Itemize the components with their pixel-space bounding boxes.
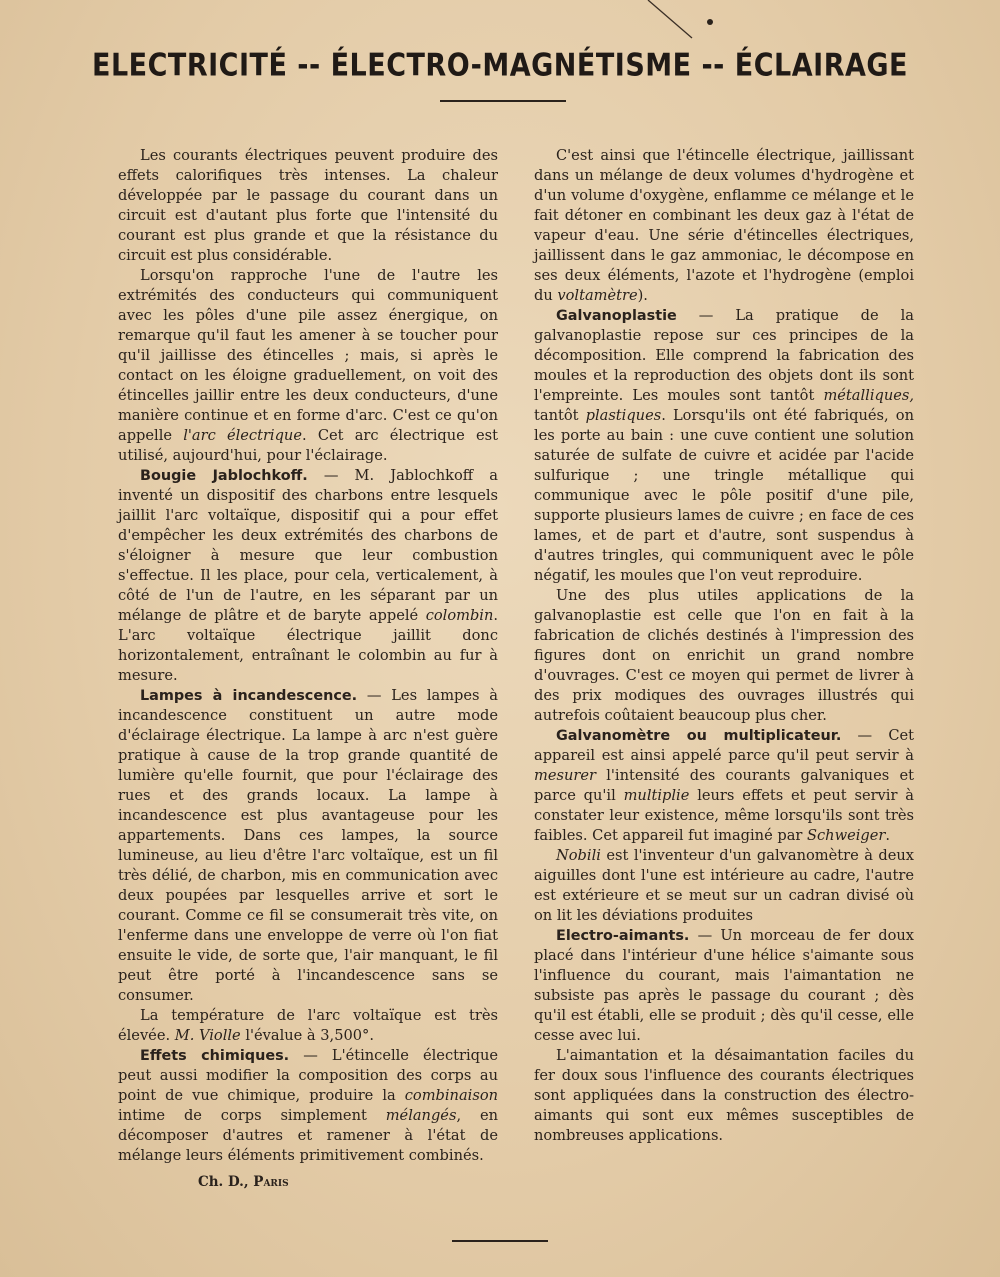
section-electro-aimants — [534, 926, 914, 1046]
italic-term: mesurer — [534, 767, 596, 784]
paragraph-temperature — [118, 1006, 498, 1046]
italic-term: M. Violle — [174, 1027, 241, 1044]
text: La température de l'arc voltaïque est très élevée. — [118, 1007, 498, 1044]
signature-city: Paris — [253, 1174, 289, 1190]
section-lampes — [118, 686, 498, 1006]
section-galvanoplastie — [534, 306, 914, 586]
signature — [118, 1172, 498, 1192]
italic-term: colombin — [425, 607, 494, 624]
text: . Cet arc électrique est utilisé, aujourd'hui, pour l'éclairage. — [118, 427, 498, 464]
italic-term: voltamètre — [557, 287, 638, 304]
text: ). — [637, 287, 648, 304]
italic-term: combinaison — [404, 1087, 498, 1104]
italic-term: Nobili — [556, 847, 601, 864]
text: tantôt — [534, 407, 586, 424]
text: . L'arc voltaïque électrique jaillit donc horizontalement, entraînant le colombin au fur à mesure. — [118, 607, 498, 684]
page-title: ELECTRICITÉ -- ÉLECTRO-MAGNÉTISME -- ÉCLAIRAGE — [92, 47, 908, 84]
italic-term: mélangés — [385, 1107, 457, 1124]
title-rule — [440, 100, 566, 102]
section-heading-lampes: Lampes à incandescence. — [140, 688, 358, 704]
section-heading-electro-aimants: Electro-aimants. — [556, 928, 690, 944]
paragraph-etincelle — [534, 146, 914, 306]
paragraph-courants: Les courants électriques peuvent produire des effets calorifiques très intenses. La chaleur développée par le passage du courant dans un circuit est d'autant plus forte que l'intensité du courant est plus grande et que la résistance du circuit est plus considérable. — [118, 147, 498, 264]
paragraph-nobili — [534, 846, 914, 926]
text: . — [885, 827, 890, 844]
text: — L'étincelle électrique peut aussi modifier la composition des corps au point de vue chimique, produire la — [118, 1047, 498, 1104]
text: l'évalue à 3,500°. — [240, 1027, 374, 1044]
italic-term: multiplie — [623, 787, 690, 804]
paragraph-applications: Une des plus utiles applications de la galvanoplastie est celle que l'on en fait à la fabrication de clichés destinés à l'impression des figures dont on enrichit un grand nombre d'ouvrages. C'est ce moyen qui permet de livrer à des prix modiques des ouvrages illustrés qui autrefois coûtaient beaucoup plus cher. — [534, 587, 914, 724]
text: est l'inventeur d'un galvanomètre à deux aiguilles dont l'une est intérieure au cadre, l'autre est extérieure et se meut sur un cadran divisé où on lit les déviations produites — [534, 847, 914, 924]
italic-term: l'arc électrique — [183, 427, 302, 444]
text: l'intensité des courants galvaniques et parce qu'il — [534, 767, 914, 804]
text: . Lorsqu'ils ont été fabriqués, on les porte au bain : une cuve contient une solution saturée de sulfate de cuivre et acidée par l'acide sulfurique ; une tringle métallique qui communique avec le pôle positif d'une pile, supporte plusieurs lames de cuivre ; en face de ces lames, et de part et d'autre, sont suspendus à d'autres tringles, qui communiquent avec le pôle négatif, les moules que l'on veut reproduire. — [534, 407, 914, 584]
section-heading-effets: Effets chimiques. — [140, 1048, 290, 1064]
italic-term: métalliques, — [823, 387, 914, 404]
italic-term: Schweiger — [807, 827, 886, 844]
signature-name: Ch. D., — [198, 1174, 249, 1190]
text: — La pratique de la galvanoplastie repose sur ces principes de la décomposition. Elle comprend la fabrication des moules et la reproduction des objets dont ils sont l'empreinte. Les moules sont tantôt — [534, 307, 914, 404]
text: — Un morceau de fer doux placé dans l'intérieur d'une hélice s'aimante sous l'influence du courant, mais l'aimantation ne subsiste pas après le passage du courant ; dès qu'il est établi, elle se produit ; dès qu'il cesse, elle cesse avec lui. — [534, 927, 914, 1044]
text: — M. Jablochkoff a inventé un dispositif des charbons entre lesquels jaillit l'arc voltaïque, dispositif qui a pour effet d'empêcher les deux extrémités des charbons de s'éloigner à mesure que leur combustion s'effectue. Il les place, pour cela, verticalement, à côté de l'un de l'autre, en les séparant par un mélange de plâtre et de baryte appelé — [118, 467, 498, 624]
section-heading-galvanoplastie: Galvanoplastie — [556, 308, 677, 324]
section-bougie — [118, 466, 498, 686]
section-heading-bougie: Bougie Jablochkoff. — [140, 468, 308, 484]
paragraph-aimantation: L'aimantation et la désaimantation faciles du fer doux sous l'influence des courants électriques sont appliquées dans la construction des électro-aimants qui sont eux mêmes susceptibles de nombreuses applications. — [534, 1047, 914, 1144]
text: leurs effets et peut servir à constater leur existence, même lorsqu'ils sont très faibles. Cet appareil fut imaginé par — [534, 787, 914, 844]
text: — Les lampes à incandescence constituent un autre mode d'éclairage électrique. La lampe à arc n'est guère pratique à cause de la trop grande quantité de lumière qu'elle fournit, que pour l'éclairage des rues et des grands locaux. La lampe à incandescence est plus avantageuse pour les appartements. Dans ces lampes, la source lumineuse, au lieu d'être l'arc voltaïque, est un fil très délié, de charbon, mis en communication avec deux poupées par lesquelles arrive et sort le courant. Comme ce fil se consumerait très vite, on l'enferme dans une enveloppe de verre où l'on fiat ensuite le vide, de sorte que, l'air manquant, le fil peut être porté à l'incandescence sans se consumer. — [118, 687, 498, 1004]
text: , en décomposer d'autres et ramener à l'état de mélange leurs éléments primitivement combinés. — [118, 1107, 498, 1164]
bottom-rule — [452, 1240, 548, 1242]
margin-mark — [640, 0, 720, 40]
text: Lorsqu'on rapproche l'une de l'autre les extrémités des conducteurs qui communiquent avec les pôles d'une pile assez énergique, on remarque qu'il faut les amener à se toucher pour qu'il jaillisse des étincelles ; mais, si après le contact on les éloigne graduellement, on voit des étincelles jaillir entre les deux conducteurs, d'une manière continue et en forme d'arc. C'est ce qu'on appelle — [118, 267, 498, 444]
right-column — [534, 146, 914, 1146]
section-effets — [118, 1046, 498, 1166]
left-column — [118, 146, 498, 1192]
text: C'est ainsi que l'étincelle électrique, jaillissant dans un mélange de deux volumes d'hydrogène et d'un volume d'oxygène, enflamme ce mélange et le fait détoner en combinant les deux gaz à l'état de vapeur d'eau. Une série d'étincelles électriques, jaillissent dans le gaz ammoniac, le décompose en ses deux éléments, l'azote et l'hydrogène (emploi du — [534, 147, 914, 304]
italic-term: plastiques — [585, 407, 662, 424]
section-heading-galvanometre: Galvanomètre ou multiplicateur. — [556, 728, 842, 744]
text: — Cet appareil est ainsi appelé parce qu'il peut servir à — [534, 727, 914, 764]
text: intime de corps simplement — [118, 1107, 386, 1124]
paragraph-arc — [118, 266, 498, 466]
section-galvanometre — [534, 726, 914, 846]
